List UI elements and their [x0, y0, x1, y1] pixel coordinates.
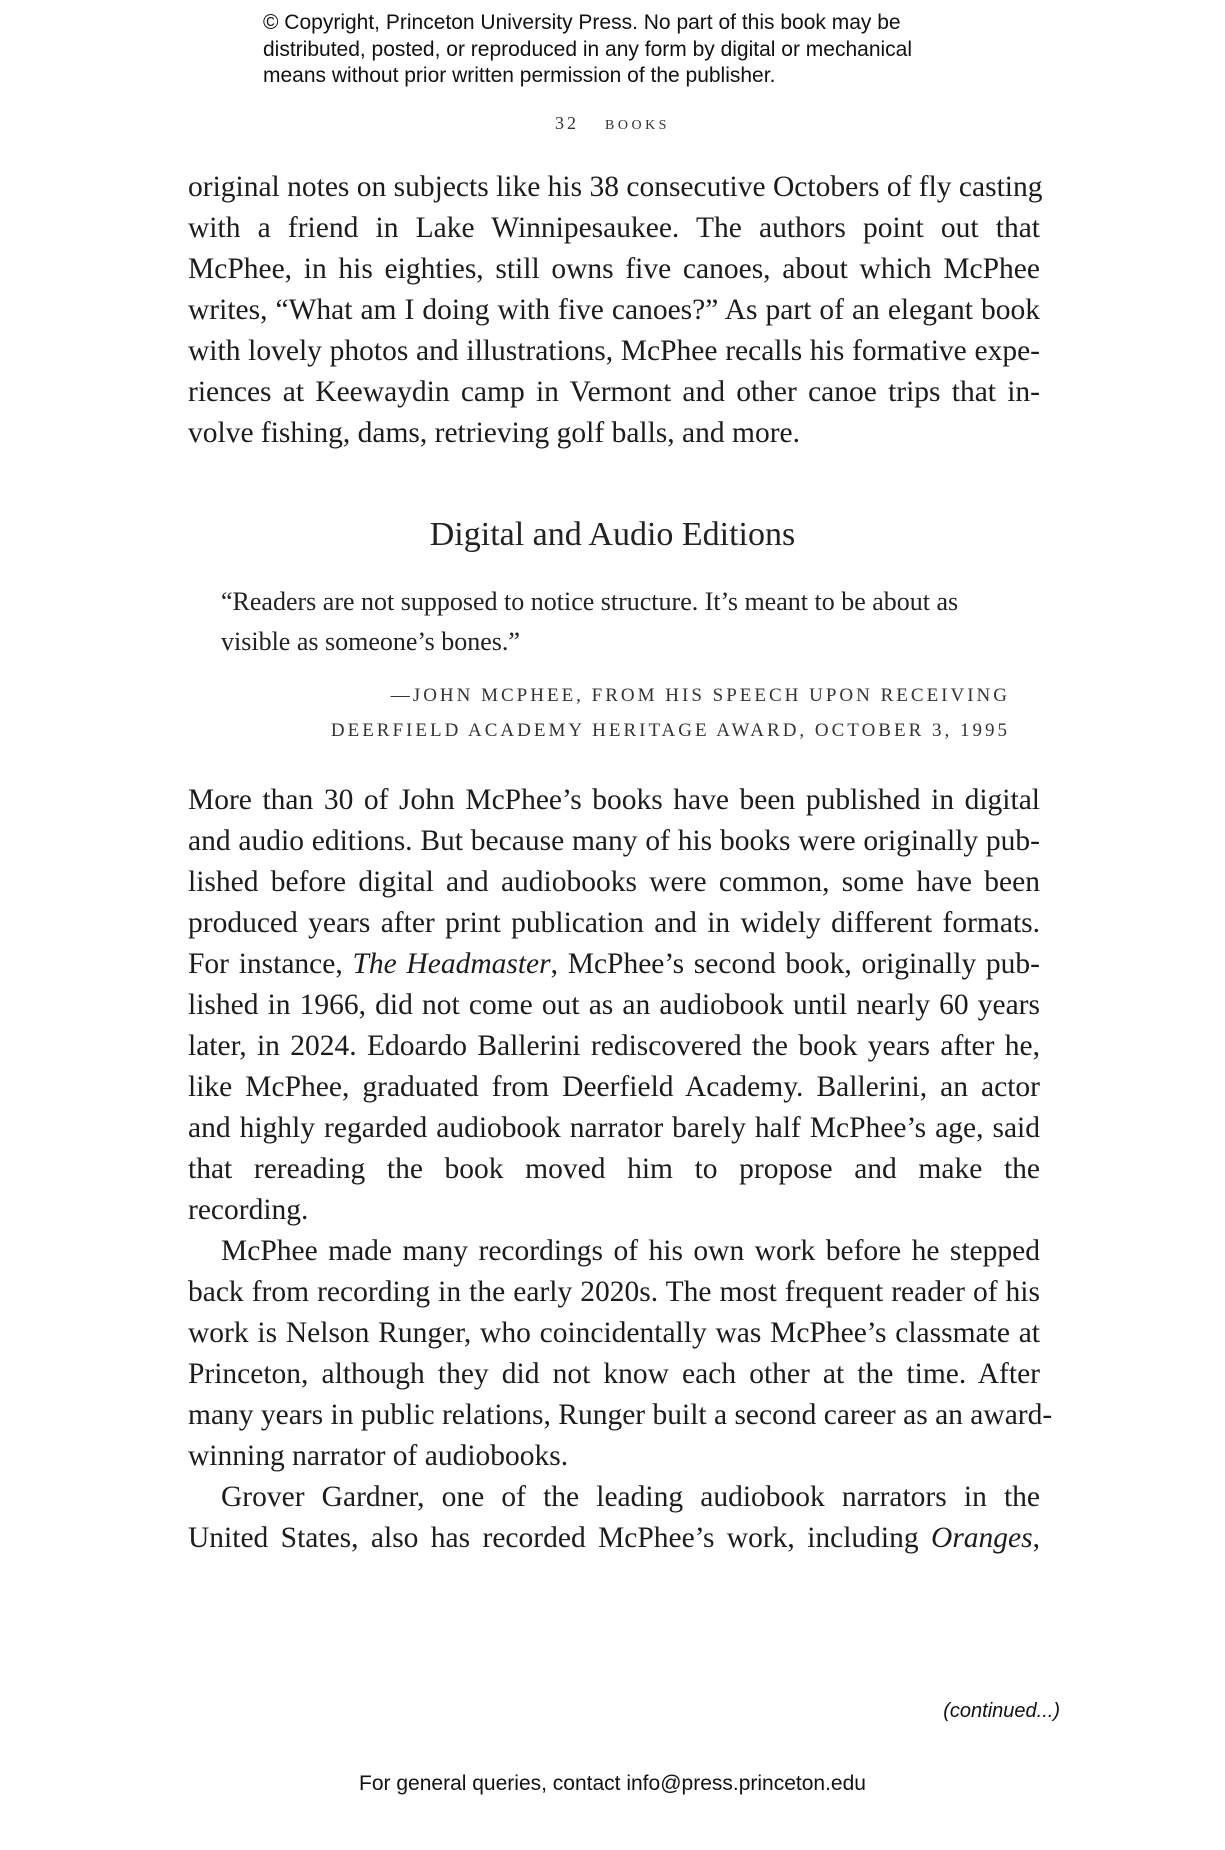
text-line: like McPhee, graduated from Deerfield Academy. Ballerini, an actor: [188, 1071, 1040, 1103]
text-line: original notes on subjects like his 38 consecutive Octobers of fly casting: [188, 171, 1043, 203]
text-line: winning narrator of audiobooks.: [188, 1440, 569, 1472]
attribution-line: DEERFIELD ACADEMY HERITAGE AWARD, OCTOBER 3, 1995: [330, 720, 1010, 741]
copyright-notice: [263, 10, 983, 90]
text-line: many years in public relations, Runger built a second career as an award-: [188, 1399, 1053, 1431]
text-line: McPhee made many recordings of his own work before he stepped: [221, 1235, 1040, 1267]
epigraph-quote: [221, 582, 1011, 662]
text-line: writes, “What am I doing with five canoes?” As part of an elegant book: [188, 294, 1040, 326]
running-head-section: books: [605, 112, 670, 134]
text-fragment: United States, also has recorded McPhee’s work, including: [188, 1522, 932, 1554]
text-line: recording.: [188, 1194, 309, 1226]
paragraph-digital-editions: [188, 780, 1040, 1231]
text-line: and highly regarded audiobook narrator barely half McPhee’s age, said: [188, 1112, 1040, 1144]
copyright-line: © Copyright, Princeton University Press. No part of this book may be: [263, 11, 901, 34]
text-line: lished before digital and audiobooks were common, some have been: [188, 866, 1040, 898]
text-line: [188, 1518, 1040, 1559]
text-line: work is Nelson Runger, who coincidentally was McPhee’s classmate at: [188, 1317, 1040, 1349]
text-line: Grover Gardner, one of the leading audiobook narrators in the: [221, 1481, 1040, 1513]
paragraph-grover-gardner: [188, 1477, 1040, 1559]
book-title: Oranges: [931, 1522, 1033, 1554]
copyright-line: means without prior written permission of the publisher.: [263, 64, 776, 87]
page-number: 32: [555, 113, 580, 133]
continued-label: (continued...): [943, 1700, 1060, 1722]
text-line: riences at Keewaydin camp in Vermont and other canoe trips that in-: [188, 376, 1040, 408]
text-line: lished in 1966, did not come out as an audiobook until nearly 60 years: [188, 989, 1040, 1021]
text-fragment: For instance,: [188, 948, 353, 980]
paragraph-canoes: [188, 167, 1043, 454]
paragraph-recordings: [188, 1231, 1053, 1477]
attribution-line: —JOHN MCPHEE, FROM HIS SPEECH UPON RECEIVING: [390, 685, 1010, 706]
book-title: The Headmaster: [352, 948, 551, 980]
running-head: [0, 112, 1225, 135]
text-line: More than 30 of John McPhee’s books have been published in digital: [188, 784, 1040, 816]
copyright-line: distributed, posted, or reproduced in any form by digital or mechanical: [263, 37, 913, 61]
text-fragment: ,: [1032, 1522, 1040, 1554]
text-line: with a friend in Lake Winnipesaukee. The authors point out that: [188, 212, 1040, 244]
footer-contact: For general queries, contact info@press.princeton.edu: [359, 1772, 866, 1795]
epigraph-line: “Readers are not supposed to notice structure. It’s meant to be about as: [221, 587, 959, 616]
text-line: and audio editions. But because many of his books were originally pub-: [188, 825, 1040, 857]
text-line: McPhee, in his eighties, still owns five canoes, about which McPhee: [188, 253, 1040, 285]
epigraph-line: visible as someone’s bones.”: [221, 627, 520, 656]
epigraph-attribution: [200, 678, 1010, 748]
text-line: [188, 944, 1040, 985]
text-line: volve fishing, dams, retrieving golf balls, and more.: [188, 417, 800, 449]
text-line: produced years after print publication and in widely different formats.: [188, 907, 1040, 939]
text-fragment: , McPhee’s second book, originally pub-: [550, 948, 1040, 980]
text-line: later, in 2024. Edoardo Ballerini rediscovered the book years after he,: [188, 1030, 1040, 1062]
text-line: back from recording in the early 2020s. The most frequent reader of his: [188, 1276, 1040, 1308]
section-heading: Digital and Audio Editions: [429, 516, 796, 553]
text-line: that rereading the book moved him to propose and make the: [188, 1153, 1040, 1185]
text-line: with lovely photos and illustrations, McPhee recalls his formative expe-: [188, 335, 1040, 367]
text-line: Princeton, although they did not know each other at the time. After: [188, 1358, 1040, 1390]
